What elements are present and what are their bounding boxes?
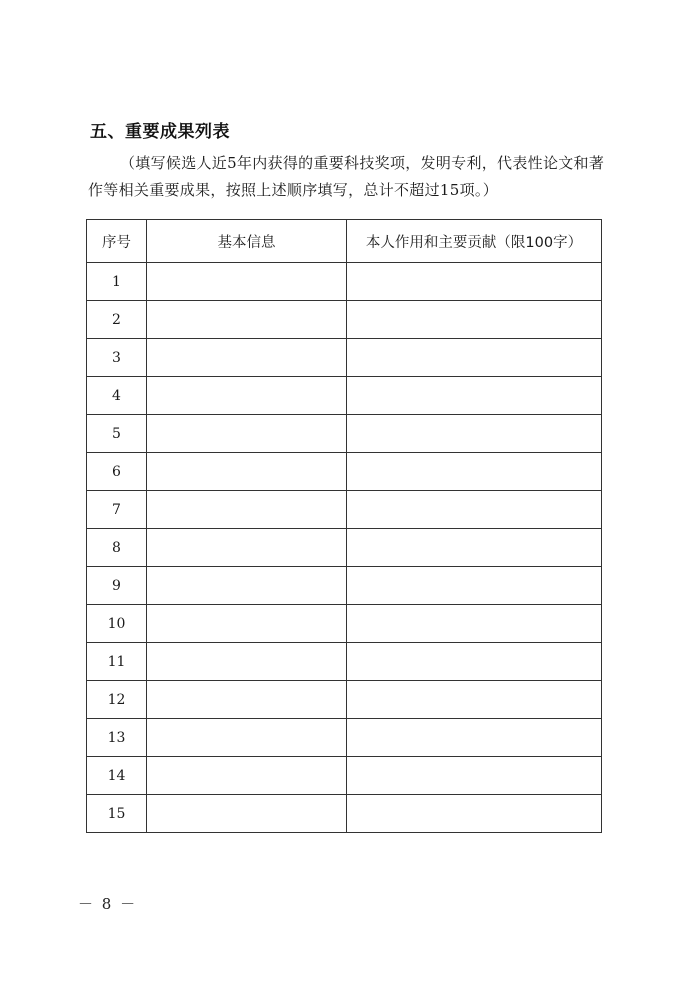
row-contribution-cell[interactable] bbox=[347, 605, 602, 643]
row-basic-info-cell[interactable] bbox=[147, 681, 347, 719]
row-contribution-cell[interactable] bbox=[347, 453, 602, 491]
table-row bbox=[87, 491, 602, 529]
row-contribution-cell[interactable] bbox=[347, 263, 602, 301]
row-basic-info-cell[interactable] bbox=[147, 719, 347, 757]
row-seq: 9 bbox=[87, 567, 147, 605]
row-contribution-cell[interactable] bbox=[347, 301, 602, 339]
row-seq: 4 bbox=[87, 377, 147, 415]
row-basic-info-cell[interactable] bbox=[147, 415, 347, 453]
row-contribution-cell[interactable] bbox=[347, 757, 602, 795]
row-seq: 12 bbox=[87, 681, 147, 719]
row-seq: 6 bbox=[87, 453, 147, 491]
row-basic-info-cell[interactable] bbox=[147, 453, 347, 491]
row-basic-info-cell[interactable] bbox=[147, 605, 347, 643]
row-basic-info-cell[interactable] bbox=[147, 339, 347, 377]
row-seq: 11 bbox=[87, 643, 147, 681]
row-seq: 7 bbox=[87, 491, 147, 529]
row-contribution-cell[interactable] bbox=[347, 377, 602, 415]
row-contribution-cell[interactable] bbox=[347, 719, 602, 757]
row-contribution-cell[interactable] bbox=[347, 415, 602, 453]
row-basic-info-cell[interactable] bbox=[147, 529, 347, 567]
row-seq: 3 bbox=[87, 339, 147, 377]
row-seq: 14 bbox=[87, 757, 147, 795]
table-row bbox=[87, 415, 602, 453]
row-contribution-cell[interactable] bbox=[347, 681, 602, 719]
table-row bbox=[87, 605, 602, 643]
row-seq: 1 bbox=[87, 263, 147, 301]
row-seq: 15 bbox=[87, 795, 147, 833]
row-basic-info-cell[interactable] bbox=[147, 263, 347, 301]
header-seq: 序号 bbox=[87, 220, 147, 263]
row-contribution-cell[interactable] bbox=[347, 491, 602, 529]
page-number: － 8 － bbox=[78, 895, 138, 913]
table-row bbox=[87, 795, 602, 833]
table-row bbox=[87, 339, 602, 377]
row-basic-info-cell[interactable] bbox=[147, 643, 347, 681]
row-basic-info-cell[interactable] bbox=[147, 567, 347, 605]
row-seq: 5 bbox=[87, 415, 147, 453]
row-contribution-cell[interactable] bbox=[347, 795, 602, 833]
table-row bbox=[87, 719, 602, 757]
row-basic-info-cell[interactable] bbox=[147, 301, 347, 339]
row-basic-info-cell[interactable] bbox=[147, 757, 347, 795]
row-seq: 2 bbox=[87, 301, 147, 339]
row-contribution-cell[interactable] bbox=[347, 339, 602, 377]
row-contribution-cell[interactable] bbox=[347, 643, 602, 681]
table-row bbox=[87, 453, 602, 491]
table-header-row bbox=[87, 220, 602, 263]
table-row bbox=[87, 263, 602, 301]
row-basic-info-cell[interactable] bbox=[147, 491, 347, 529]
row-basic-info-cell[interactable] bbox=[147, 795, 347, 833]
table-row bbox=[87, 567, 602, 605]
results-table bbox=[86, 219, 602, 833]
table-row bbox=[87, 643, 602, 681]
row-basic-info-cell[interactable] bbox=[147, 377, 347, 415]
table-row bbox=[87, 529, 602, 567]
row-seq: 8 bbox=[87, 529, 147, 567]
table-row bbox=[87, 377, 602, 415]
row-seq: 13 bbox=[87, 719, 147, 757]
header-contribution: 本人作用和主要贡献（限100字） bbox=[347, 220, 602, 263]
row-contribution-cell[interactable] bbox=[347, 529, 602, 567]
table-row bbox=[87, 301, 602, 339]
section-instruction: （填写候选人近5年内获得的重要科技奖项，发明专利，代表性论文和著作等相关重要成果，按照上述顺序填写，总计不超过15项。） bbox=[88, 154, 605, 199]
section-title: 五、重要成果列表 bbox=[90, 122, 230, 142]
row-contribution-cell[interactable] bbox=[347, 567, 602, 605]
row-seq: 10 bbox=[87, 605, 147, 643]
header-basic-info: 基本信息 bbox=[147, 220, 347, 263]
table-row bbox=[87, 681, 602, 719]
table-row bbox=[87, 757, 602, 795]
